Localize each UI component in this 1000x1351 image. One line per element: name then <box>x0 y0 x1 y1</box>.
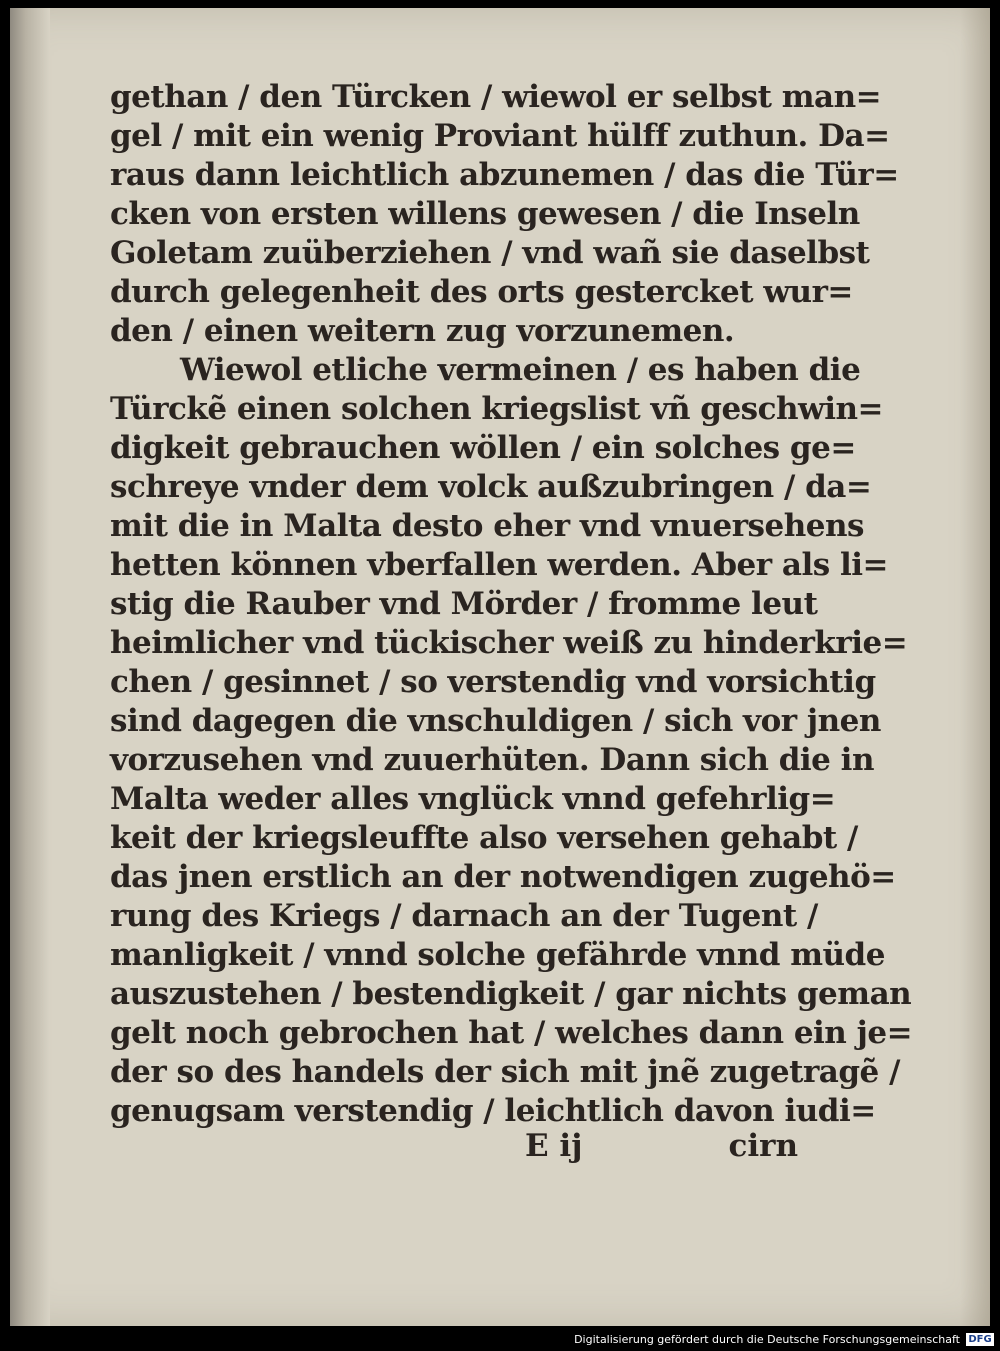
text-line: der so des handels der sich mit jnẽ zugetragẽ / <box>110 1054 900 1090</box>
text-line: stig die Rauber vnd Mörder / fromme leut <box>110 586 818 622</box>
text-line: hetten können vberfallen werden. Aber als li= <box>110 547 888 583</box>
page-gutter <box>10 8 50 1326</box>
dfg-logo: DFG <box>966 1333 994 1346</box>
paragraph-start-line: Wiewol etliche vermeinen / es haben die <box>180 352 861 388</box>
page-footer <box>110 1128 810 1168</box>
text-line: gelt noch gebrochen hat / welches dann ein je= <box>110 1015 913 1051</box>
text-line: vorzusehen vnd zuuerhüten. Dann sich die in <box>110 742 874 778</box>
text-line: genugsam verstendig / leichtlich davon iudi= <box>110 1093 876 1129</box>
text-line: den / einen weitern zug vorzunemen. <box>110 313 735 349</box>
text-line: raus dann leichtlich abzunemen / das die Tür= <box>110 157 899 193</box>
text-line: keit der kriegsleuffte also versehen gehabt / <box>110 820 858 856</box>
funding-credit: Digitalisierung gefördert durch die Deutsche Forschungsgemeinschaft <box>574 1333 960 1346</box>
text-line: auszustehen / bestendigkeit / gar nichts geman <box>110 976 912 1012</box>
scanned-page <box>10 8 990 1326</box>
text-line: gel / mit ein wenig Proviant hülff zuthun. Da= <box>110 118 890 154</box>
text-line: schreye vnder dem volck außzubringen / da= <box>110 469 872 505</box>
body-text <box>110 78 913 1131</box>
signature-mark: E ij <box>525 1128 583 1164</box>
text-line: heimlicher vnd tückischer weiß zu hinderkrie= <box>110 625 908 661</box>
text-line: manligkeit / vnnd solche gefährde vnnd müde <box>110 937 885 973</box>
text-line: rung des Kriegs / darnach an der Tugent / <box>110 898 818 934</box>
text-line: das jnen erstlich an der notwendigen zugehö= <box>110 859 896 895</box>
catchword: cirn <box>728 1128 798 1164</box>
text-line: Türckẽ einen solchen kriegslist vñ geschwin= <box>110 391 884 427</box>
text-line: mit die in Malta desto eher vnd vnuersehens <box>110 508 864 544</box>
text-line: gethan / den Türcken / wiewol er selbst man= <box>110 79 882 115</box>
text-line: sind dagegen die vnschuldigen / sich vor jnen <box>110 703 881 739</box>
page-edge-shadow <box>960 8 990 1326</box>
text-line: chen / gesinnet / so verstendig vnd vorsichtig <box>110 664 876 700</box>
text-line: durch gelegenheit des orts gestercket wur= <box>110 274 853 310</box>
text-line: digkeit gebrauchen wöllen / ein solches ge= <box>110 430 856 466</box>
text-line: Malta weder alles vnglück vnnd gefehrlig= <box>110 781 836 817</box>
text-line: Goletam zuüberziehen / vnd wañ sie daselbst <box>110 235 870 271</box>
text-line: cken von ersten willens gewesen / die Inseln <box>110 196 860 232</box>
